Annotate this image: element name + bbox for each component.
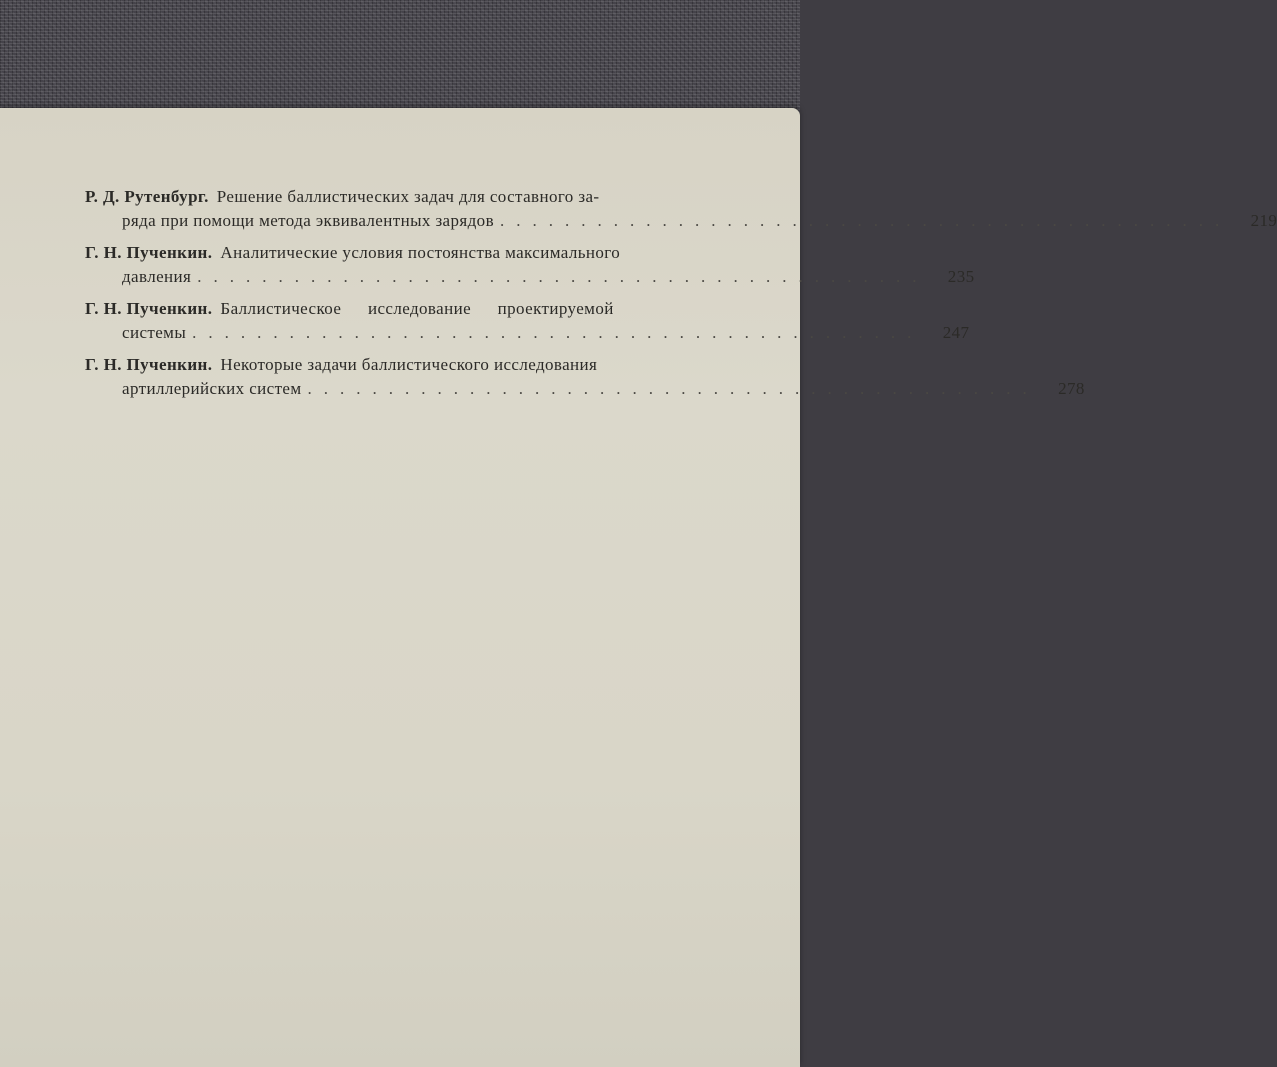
fabric-background [0, 0, 800, 122]
toc-author: Г. Н. Пученкин. [85, 299, 213, 318]
dot-leader: ............................................. [500, 211, 1232, 230]
toc-entry [85, 185, 1277, 233]
dot-leader: ............................................. [192, 323, 924, 342]
book-page [0, 108, 1277, 1067]
table-of-contents [85, 185, 1277, 409]
toc-author: Г. Н. Пученкин. [85, 355, 213, 374]
toc-title-line: Некоторые задачи баллистического исследования [220, 355, 598, 374]
toc-title-line: давления [122, 267, 192, 286]
toc-entry [85, 297, 970, 345]
toc-page-number: 235 [947, 267, 975, 286]
toc-author: Г. Н. Пученкин. [85, 243, 213, 262]
toc-title-line: Решение баллистических задач для составного за- [216, 187, 600, 206]
toc-title-line: ряда при помощи метода эквивалентных зарядов [122, 211, 495, 230]
toc-page-number: 247 [942, 323, 970, 342]
dot-leader: ............................................. [307, 379, 1039, 398]
toc-title-line: артиллерийских систем [122, 379, 302, 398]
toc-title-line: Баллистическое исследование проектируемой [220, 299, 614, 318]
toc-author: Р. Д. Рутенбург. [85, 187, 209, 206]
toc-entry [85, 353, 1085, 401]
dot-leader: ............................................. [197, 267, 929, 286]
toc-page-number: 278 [1058, 379, 1085, 398]
toc-title-line: Аналитические условия постоянства максимального [220, 243, 621, 262]
toc-title-line: системы [122, 323, 187, 342]
toc-page-number: 219 [1250, 211, 1277, 230]
toc-entry [85, 241, 975, 289]
